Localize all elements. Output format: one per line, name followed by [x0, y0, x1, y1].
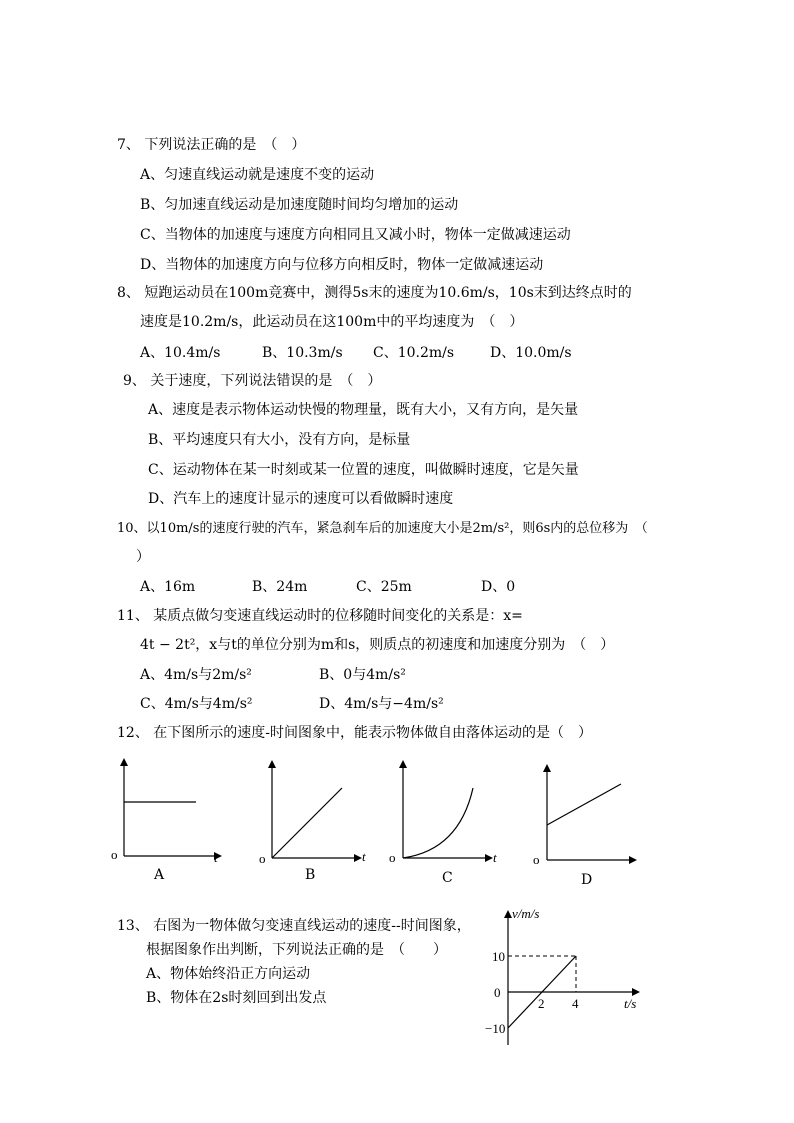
- q13-option-b: B、物体在2s时刻回到出发点: [146, 990, 327, 1006]
- q8-option-b: B、10.3m/s: [262, 345, 343, 361]
- q7-option-c: C、当物体的加速度与速度方向相同且又减小时，物体一定做减速运动: [140, 227, 571, 243]
- graph-b-origin: o: [259, 851, 266, 866]
- q7-option-d: D、当物体的加速度方向与位移方向相反时，物体一定做减速运动: [140, 257, 544, 273]
- q12-graph-d: [533, 758, 653, 888]
- graph-b-label: B: [305, 867, 316, 883]
- q13-option-a: A、物体始终沿正方向运动: [146, 966, 311, 982]
- graph-d-label: D: [581, 872, 593, 888]
- x-arrow-icon: [629, 856, 637, 864]
- q10-option-d: D、0: [481, 579, 516, 595]
- q9-option-a: A、速度是表示物体运动快慢的物理量，既有大小，又有方向，是矢量: [148, 402, 579, 418]
- q13-stem-line1: 13、 右图为一物体做匀变速直线运动的速度--时间图象，: [117, 918, 471, 934]
- q13-stem-line2: 根据图象作出判断，下列说法正确的是 （ ）: [146, 942, 447, 958]
- q12-graph-b: [256, 758, 376, 888]
- q7-stem: 7、 下列说法正确的是 （ ）: [117, 137, 306, 153]
- q8-option-d: D、10.0m/s: [490, 345, 572, 361]
- q13-xlabel: t/s: [624, 996, 637, 1011]
- q7-option-a: A、匀速直线运动就是速度不变的运动: [140, 167, 375, 183]
- q8-option-a: A、10.4m/s: [140, 345, 221, 361]
- q11-option-b: B、0与4m/s²: [319, 667, 406, 683]
- graph-a-origin: o: [111, 847, 118, 862]
- graph-a-label: A: [154, 867, 165, 883]
- graph-b-axis-label: t: [362, 849, 366, 864]
- q11-option-c: C、4m/s与4m/s²: [140, 696, 253, 712]
- q9-option-c: C、运动物体在某一时刻或某一位置的速度，叫做瞬时速度，它是矢量: [148, 462, 579, 478]
- q10-stem-line2: ）: [136, 549, 150, 565]
- q11-stem-line1: 11、 某质点做匀变速直线运动时的位移随时间变化的关系是：x=: [117, 608, 523, 624]
- q8-stem-line1: 8、 短跑运动员在100m竞赛中，测得5s末的速度为10.6m/s，10s末到达终点时的: [117, 285, 632, 301]
- graph-c-origin: o: [389, 850, 396, 865]
- y-arrow-icon: [120, 758, 128, 766]
- q12-graph-c: [389, 758, 509, 888]
- x-arrow-icon: [632, 988, 640, 996]
- q13-graph: [480, 900, 660, 1050]
- q10-option-c: C、25m: [356, 579, 412, 595]
- y-arrow-icon: [543, 764, 551, 772]
- graph-d-origin: o: [533, 852, 540, 867]
- q10-option-a: A、16m: [140, 579, 196, 595]
- q12-graph-a: [108, 758, 228, 888]
- q13-ytick-neg10: −10: [485, 1021, 506, 1036]
- graph-a-axis-label: t: [214, 850, 218, 865]
- q10-stem-line1: 10、以10m/s的速度行驶的汽车，紧急刹车后的加速度大小是2m/s²，则6s内的总位移为 （: [117, 521, 648, 536]
- q10-option-b: B、24m: [252, 579, 308, 595]
- graph-c-label: C: [442, 870, 453, 886]
- q13-xtick-2: 2: [538, 996, 545, 1011]
- q11-option-d: D、4m/s与−4m/s²: [319, 696, 444, 712]
- q12-stem: 12、 在下图所示的速度-时间图象中，能表示物体做自由落体运动的是（ ）: [117, 725, 592, 741]
- q13-ytick-0: 0: [494, 985, 501, 1000]
- q9-option-d: D、汽车上的速度计显示的速度可以看做瞬时速度: [148, 491, 454, 507]
- q13-xtick-4: 4: [572, 996, 579, 1011]
- graph-d-line: [547, 784, 621, 825]
- q13-ytick-10: 10: [492, 949, 505, 964]
- graph-b-line: [272, 788, 342, 858]
- x-arrow-icon: [485, 854, 493, 862]
- y-arrow-icon: [504, 910, 512, 918]
- graph-c-axis-label: t: [493, 850, 497, 865]
- q11-stem-line2: 4t − 2t²，x与t的单位分别为m和s，则质点的初速度和加速度分别为 （ ）: [140, 637, 615, 653]
- graph-c-curve: [403, 788, 473, 858]
- q8-option-c: C、10.2m/s: [373, 345, 455, 361]
- y-arrow-icon: [268, 760, 276, 768]
- q9-option-b: B、平均速度只有大小，没有方向，是标量: [148, 432, 411, 448]
- q9-stem: 9、 关于速度，下列说法错误的是 （ ）: [123, 373, 382, 389]
- q7-option-b: B、匀加速直线运动是加速度随时间均匀增加的运动: [140, 197, 459, 213]
- y-arrow-icon: [399, 760, 407, 768]
- q11-option-a: A、4m/s与2m/s²: [140, 667, 252, 683]
- x-arrow-icon: [354, 854, 362, 862]
- q8-stem-line2: 速度是10.2m/s，此运动员在这100m中的平均速度为 （ ）: [140, 314, 524, 330]
- q13-ylabel: v/m/s: [512, 906, 540, 921]
